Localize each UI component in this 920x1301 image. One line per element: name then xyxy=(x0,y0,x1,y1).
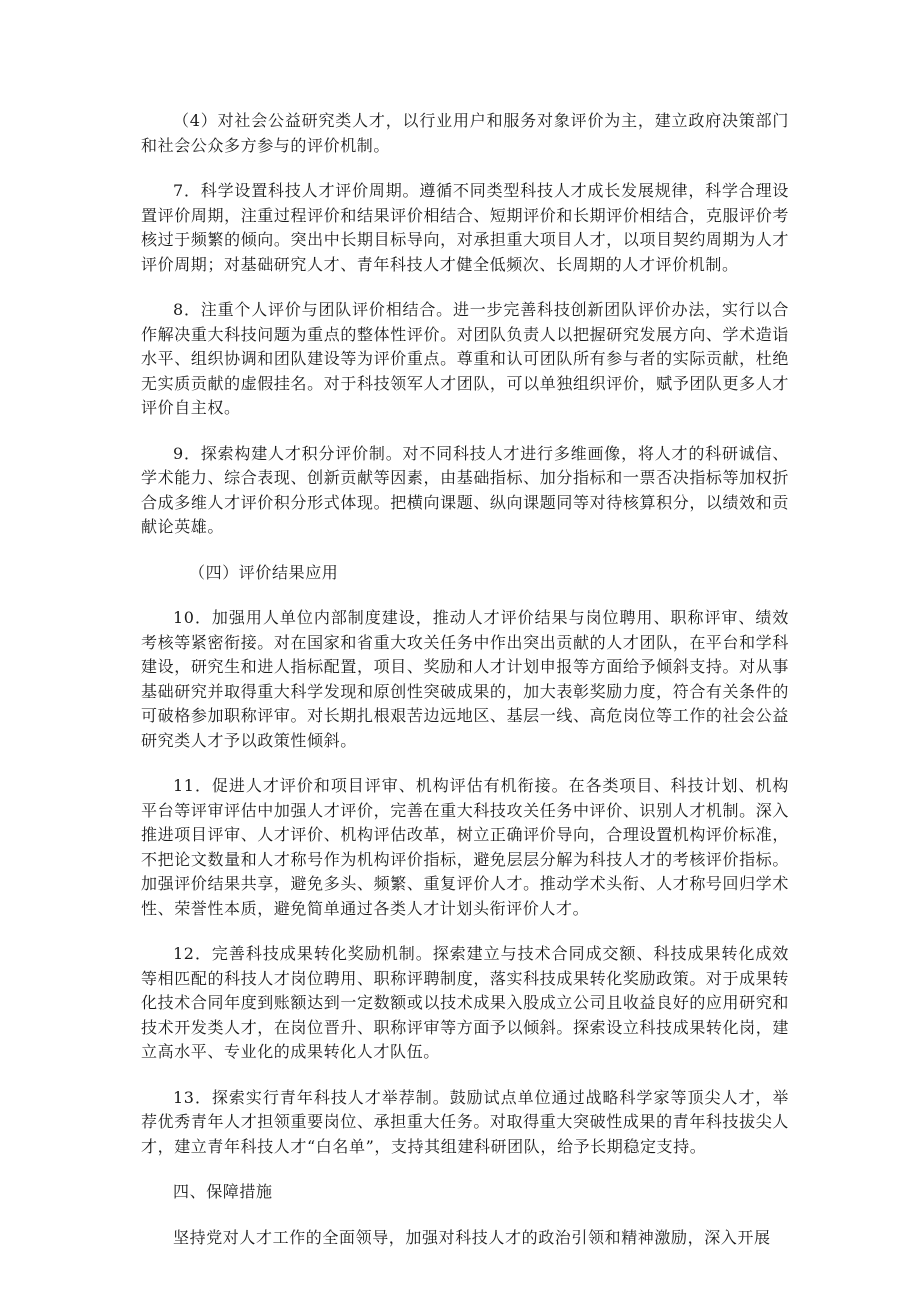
paragraph-10-internal-systems: 10．加强用人单位内部制度建设，推动人才评价结果与岗位聘用、职称评审、绩效考核等紧密衔接。对在国家和省重大攻关任务中作出突出贡献的人才团队，在平台和学科建设，研究生和进人指标配置，项目、奖励和人才计划申报等方面给予倾斜支持。对从事基础研究并取得重大科学发现和原创性突破成果的，加大表彰奖励力度，符合有关条件的可破格参加职称评审。对长期扎根艰苦边远地区、基层一线、高危岗位等工作的社会公益研究类人才予以政策性倾斜。 xyxy=(141,608,789,750)
paragraph-9-points-system: 9．探索构建人才积分评价制。对不同科技人才进行多维画像，将人才的科研诚信、学术能力、综合表现、创新贡献等因素，由基础指标、加分指标和一票否决指标等加权折合成多维人才评价积分形式体现。把横向课题、纵向课题同等对待核算积分，以绩效和贡献论英雄。 xyxy=(141,443,789,536)
paragraph-final: 坚持党对人才工作的全面领导，加强对科技人才的政治引领和精神激励，深入开展 xyxy=(173,1227,771,1247)
section-heading-safeguards: 四、保障措施 xyxy=(173,1182,273,1201)
paragraph-social-public-research: （4）对社会公益研究类人才，以行业用户和服务对象评价为主，建立政府决策部门和社会公众多方参与的评价机制。 xyxy=(141,111,789,155)
paragraph-8-team-evaluation: 8．注重个人评价与团队评价相结合。进一步完善科技创新团队评价办法，实行以合作解决重大科技问题为重点的整体性评价。对团队负责人以把握研究发展方向、学术造诣水平、组织协调和团队建设等为评价重点。尊重和认可团队所有参与者的实际贡献，杜绝无实质贡献的虚假挂名。对于科技领军人才团队，可以单独组织评价，赋予团队更多人才评价自主权。 xyxy=(141,300,789,417)
paragraph-11-project-review: 11．促进人才评价和项目评审、机构评估有机衔接。在各类项目、科技计划、机构平台等评审评估中加强人才评价，完善在重大科技攻关任务中评价、识别人才机制。深入推进项目评审、人才评价、机构评估改革，树立正确评价导向，合理设置机构评价标准，不把论文数量和人才称号作为机构评价指标，避免层层分解为科技人才的考核评价指标。加强评价结果共享，避免多头、频繁、重复评价人才。推动学术头衔、人才称号回归学术性、荣誉性本质，避免简单通过各类人才计划头衔评价人才。 xyxy=(141,776,789,918)
document-body xyxy=(141,109,789,1250)
paragraph-12-transfer-rewards: 12．完善科技成果转化奖励机制。探索建立与技术合同成交额、科技成果转化成效等相匹配的科技人才岗位聘用、职称评聘制度，落实科技成果转化奖励政策。对于成果转化技术合同年度到账额达到一定数额或以技术成果入股成立公司且收益良好的应用研究和技术开发类人才，在岗位晋升、职称评审等方面予以倾斜。探索设立科技成果转化岗，建立高水平、专业化的成果转化人才队伍。 xyxy=(141,944,789,1061)
section-heading-result-application: （四）评价结果应用 xyxy=(189,562,339,582)
paragraph-7-evaluation-cycle: 7．科学设置科技人才评价周期。遵循不同类型科技人才成长发展规律，科学合理设置评价周期，注重过程评价和结果评价相结合、短期评价和长期评价相结合，克服评价考核过于频繁的倾向。突出中长期目标导向，对承担重大项目人才，以项目契约周期为人才评价周期；对基础研究人才、青年科技人才健全低频次、长周期的人才评价机制。 xyxy=(141,181,789,274)
paragraph-13-youth-recommendation: 13．探索实行青年科技人才举荐制。鼓励试点单位通过战略科学家等顶尖人才，举荐优秀青年人才担领重要岗位、承担重大任务。对取得重大突破性成果的青年科技拔尖人才，建立青年科技人才“白名单”，支持其组建科研团队，给予长期稳定支持。 xyxy=(141,1087,789,1156)
